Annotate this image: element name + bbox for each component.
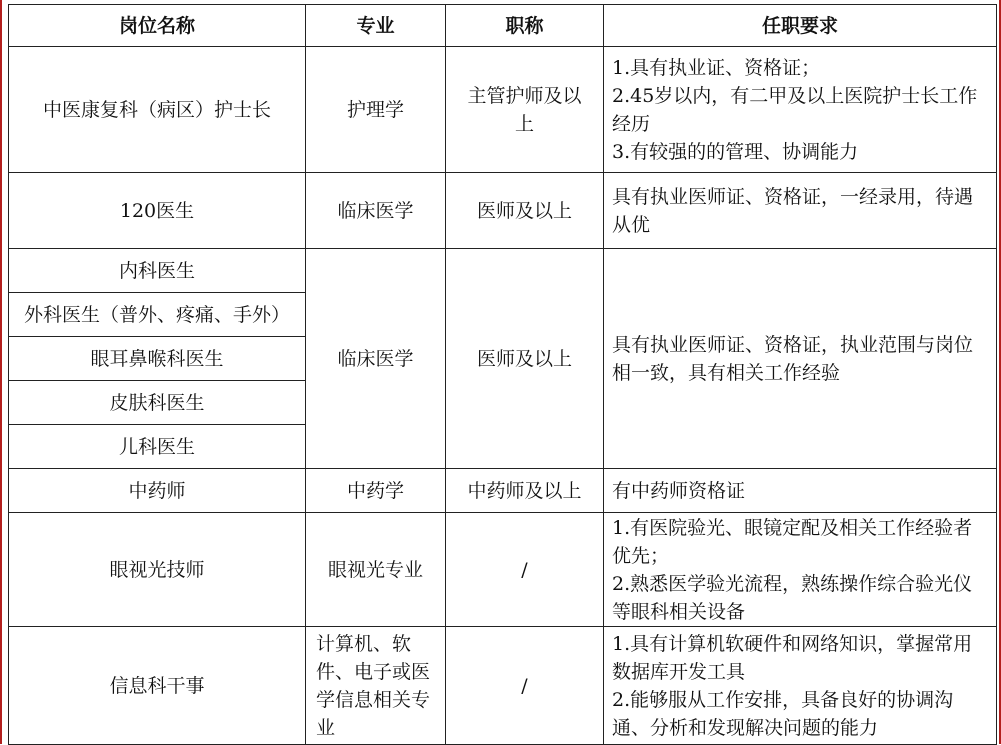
requirement-line: 具有执业医师证、资格证，一经录用，待遇从优 (612, 185, 974, 236)
header-requirements: 任职要求 (604, 5, 997, 47)
cell-title: 中药师及以上 (446, 469, 604, 513)
requirement-line: 具有执业医师证、资格证，执业范围与岗位相一致，具有相关工作经验 (612, 333, 974, 384)
header-major: 专业 (306, 5, 446, 47)
cell-requirements (604, 173, 997, 249)
requirement-line: 3.有较强的的管理、协调能力 (612, 140, 859, 163)
table-row (9, 513, 997, 627)
cell-major: 护理学 (306, 47, 446, 173)
cell-major: 临床医学 (306, 173, 446, 249)
cell-title: 医师及以上 (446, 173, 604, 249)
cell-position: 眼视光技师 (9, 513, 306, 627)
cell-major: 计算机、软件、电子或医学信息相关专业 (306, 627, 446, 745)
cell-requirements (604, 249, 997, 469)
cell-title: / (446, 513, 604, 627)
requirement-line: 2.熟悉医学验光流程，熟练操作综合验光仪等眼科相关设备 (612, 572, 973, 623)
header-row (9, 5, 997, 47)
requirement-line: 1.有医院验光、眼镜定配及相关工作经验者优先； (612, 516, 973, 567)
cell-major: 眼视光专业 (306, 513, 446, 627)
cell-position: 中药师 (9, 469, 306, 513)
table-row (9, 469, 997, 513)
table-row (9, 173, 997, 249)
header-title: 职称 (446, 5, 604, 47)
cell-position: 皮肤科医生 (9, 381, 306, 425)
table-row (9, 47, 997, 173)
cell-position: 眼耳鼻喉科医生 (9, 337, 306, 381)
cell-requirements (604, 627, 997, 745)
cell-position: 外科医生（普外、疼痛、手外） (9, 293, 306, 337)
cell-title: / (446, 627, 604, 745)
cell-requirements (604, 513, 997, 627)
cell-position: 内科医生 (9, 249, 306, 293)
cell-requirements (604, 469, 997, 513)
cell-title: 主管护师及以上 (446, 47, 604, 173)
requirement-line: 2.45岁以内，有二甲及以上医院护士长工作经历 (612, 84, 978, 135)
requirement-line: 1.具有计算机软硬件和网络知识，掌握常用数据库开发工具 (612, 632, 973, 683)
recruitment-table (8, 4, 997, 745)
table-row (9, 627, 997, 745)
cell-position: 中医康复科（病区）护士长 (9, 47, 306, 173)
cell-title: 医师及以上 (446, 249, 604, 469)
cell-major: 临床医学 (306, 249, 446, 469)
requirement-line: 有中药师资格证 (612, 479, 746, 502)
requirement-line: 2.能够服从工作安排，具备良好的协调沟通、分析和发现解决问题的能力 (612, 688, 954, 739)
header-position: 岗位名称 (9, 5, 306, 47)
cell-position: 120医生 (9, 173, 306, 249)
cell-requirements (604, 47, 997, 173)
cell-position: 信息科干事 (9, 627, 306, 745)
requirement-line: 1.具有执业证、资格证； (612, 56, 821, 79)
table-row (9, 249, 997, 293)
cell-position: 儿科医生 (9, 425, 306, 469)
cell-major: 中药学 (306, 469, 446, 513)
